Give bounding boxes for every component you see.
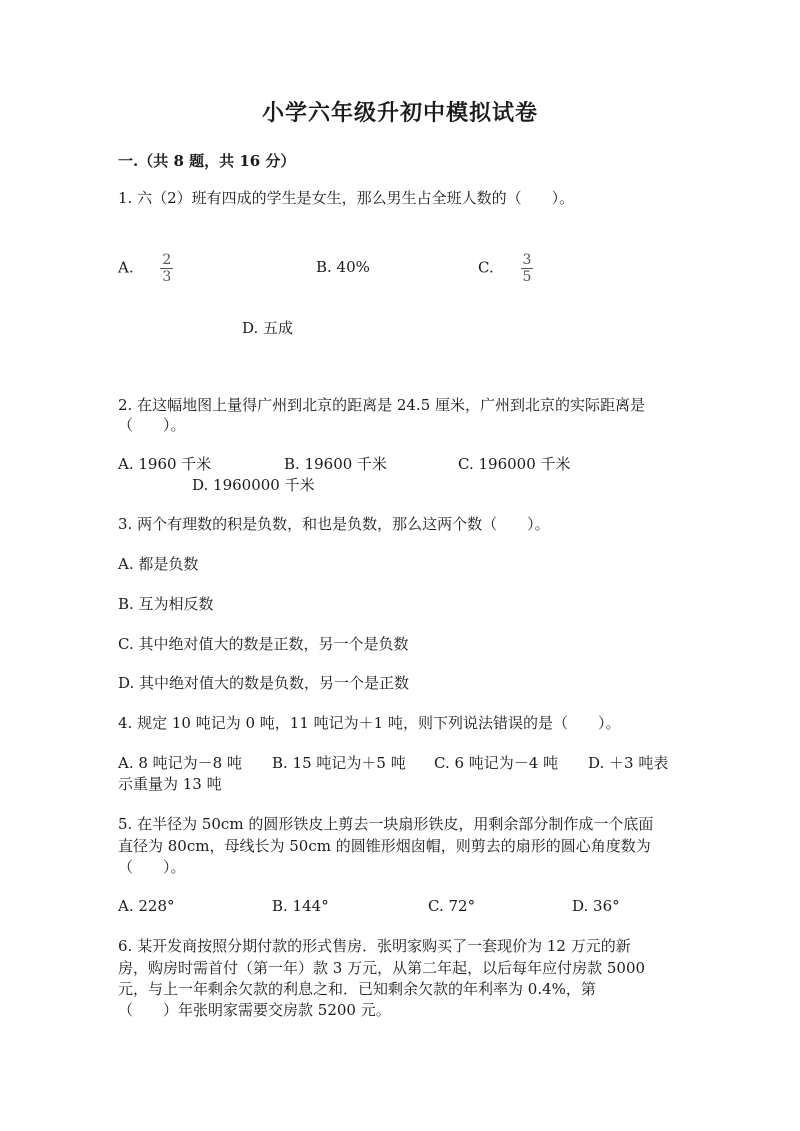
- q2-option-c: C. 196000 千米: [458, 455, 571, 473]
- q1-option-c-label: C.: [478, 258, 494, 277]
- section-heading: 一.（共 8 题，共 16 分）: [118, 152, 296, 170]
- q5-option-d: D. 36°: [572, 897, 620, 915]
- q5-stem-line-2: 直径为 80cm，母线长为 50cm 的圆锥形烟囱帽，则剪去的扇形的圆心角度数为: [118, 837, 651, 855]
- q3-stem: 3. 两个有理数的积是负数，和也是负数，那么这两个数（ ）。: [118, 515, 550, 533]
- q1-option-c-numerator: 3: [522, 252, 532, 268]
- q1-option-a-label: A.: [118, 258, 134, 277]
- q1-option-c: [478, 253, 533, 284]
- q1-stem: 1. 六（2）班有四成的学生是女生，那么男生占全班人数的（ ）。: [118, 189, 575, 207]
- q2-option-b: B. 19600 千米: [284, 455, 388, 473]
- q4-option-d-line-1: D. ＋3 吨表: [588, 754, 669, 772]
- q3-option-b: B. 互为相反数: [118, 595, 214, 613]
- q1-option-a-numerator: 2: [162, 252, 172, 268]
- q6-stem-line-2: 房，购房时需首付（第一年）款 3 万元，从第二年起，以后每年应付房款 5000: [118, 959, 646, 977]
- q1-option-a-fraction: [160, 253, 173, 284]
- q1-option-a: [118, 253, 173, 284]
- q4-option-d-line-2: 示重量为 13 吨: [118, 775, 222, 793]
- q6-stem-line-4: （ ）年张明家需要交房款 5200 元。: [118, 1001, 391, 1019]
- q5-option-c: C. 72°: [428, 897, 476, 915]
- q4-option-c: C. 6 吨记为－4 吨: [434, 754, 559, 772]
- q2-stem-line-1: 2. 在这幅地图上量得广州到北京的距离是 24.5 厘米，广州到北京的实际距离是: [118, 396, 646, 414]
- q2-stem-line-2: （ ）。: [118, 416, 186, 434]
- q1-option-d: D. 五成: [242, 319, 294, 337]
- page-title: 小学六年级升初中模拟试卷: [261, 100, 538, 126]
- q5-stem-line-3: （ ）。: [118, 858, 186, 876]
- q5-option-a: A. 228°: [118, 897, 175, 915]
- q3-option-a: A. 都是负数: [118, 555, 199, 573]
- q4-option-b: B. 15 吨记为＋5 吨: [272, 754, 406, 772]
- q5-stem-line-1: 5. 在半径为 50cm 的圆形铁皮上剪去一块扇形铁皮，用剩余部分制作成一个底面: [118, 815, 654, 833]
- q3-option-d: D. 其中绝对值大的数是负数，另一个是正数: [118, 674, 410, 692]
- q1-option-a-denominator: 3: [162, 269, 172, 285]
- q5-option-b: B. 144°: [272, 897, 329, 915]
- q4-option-a: A. 8 吨记为－8 吨: [118, 754, 242, 772]
- q1-option-b: B. 40%: [316, 258, 370, 276]
- q1-option-c-fraction: [521, 253, 534, 284]
- q4-stem: 4. 规定 10 吨记为 0 吨，11 吨记为＋1 吨，则下列说法错误的是（ ）。: [118, 714, 621, 732]
- q6-stem-line-3: 元，与上一年剩余欠款的利息之和．已知剩余欠款的年利率为 0.4%，第: [118, 980, 596, 998]
- q1-option-c-denominator: 5: [522, 269, 532, 285]
- q3-option-c: C. 其中绝对值大的数是正数，另一个是负数: [118, 635, 409, 653]
- q2-option-d: D. 1960000 千米: [192, 476, 315, 494]
- q6-stem-line-1: 6. 某开发商按照分期付款的形式售房．张明家购买了一套现价为 12 万元的新: [118, 937, 631, 955]
- q2-option-a: A. 1960 千米: [118, 455, 212, 473]
